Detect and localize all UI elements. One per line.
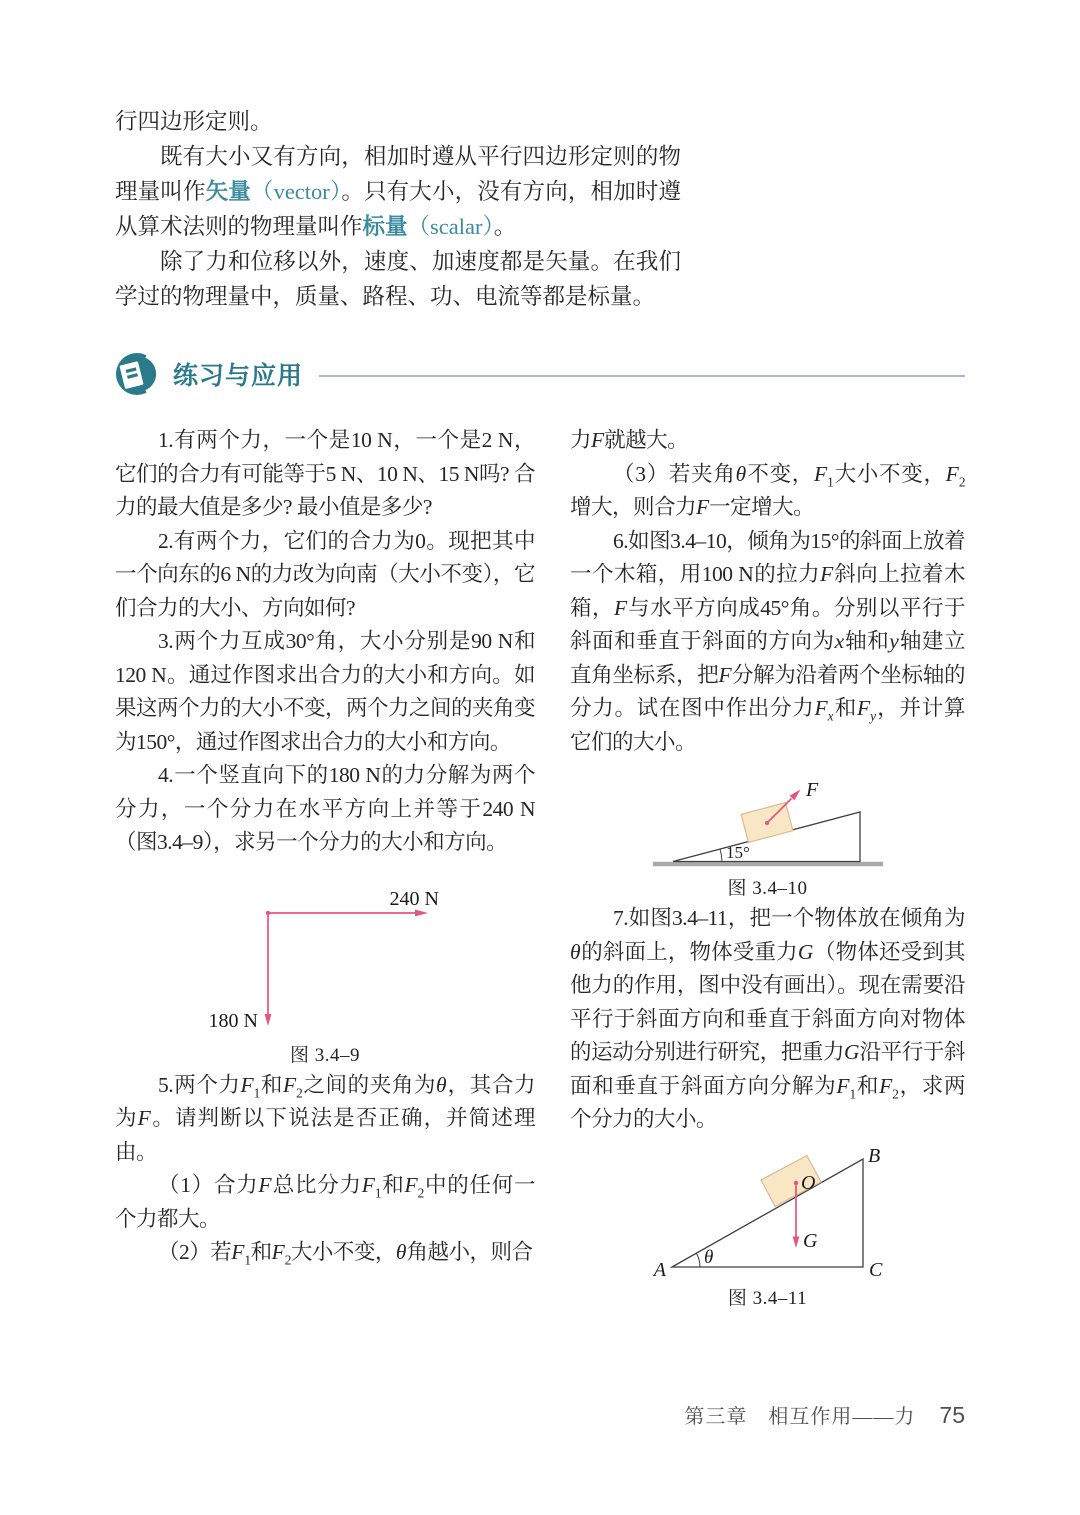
label-180n: 180 N (208, 1009, 258, 1032)
angle-arc (696, 1253, 700, 1267)
intro-continuation-line: 行四边形定则。 (115, 109, 273, 134)
label-15deg: 15° (726, 843, 750, 862)
chapter-title: 第三章 相互作用——力 (684, 1406, 916, 1428)
point-o-dot (794, 1180, 798, 1184)
figure-3-4-9-caption: 图 3.4–9 (289, 1044, 360, 1066)
intro-segment: 。只有大小，没有方向，相加时遵从算术法则的物理量叫作 (115, 179, 681, 239)
exercise-book-icon (115, 351, 163, 397)
figure-3-4-10-caption: 图 3.4–10 (727, 878, 808, 899)
figure-3-4-10-diagram (570, 775, 965, 875)
section-title: 练习与应用 (173, 362, 304, 390)
intro-text (115, 104, 681, 314)
term-vector-english: （vector） (250, 179, 342, 204)
exercise-column-right (570, 424, 965, 1312)
exercise-5-sub-1: （1）合力F总比分力$F_1$和$F_2$中的任何一个力都大。 (115, 1173, 535, 1231)
exercise-column-left (115, 424, 535, 1312)
exercise-1: 1.有两个力，一个是10 N，一个是2 N，它们的合力有可能等于5 N、10 N、15 N吗? 合力的最大值是多少? 最小值是多少? (115, 428, 535, 519)
intro-paragraph-examples: 除了力和位移以外，速度、加速度都是矢量。在我们学过的物理量中，质量、路程、功、电流等都是标量。 (115, 249, 681, 309)
exercise-3: 3.两个力互成30°角，大小分别是90 N和120 N。通过作图求出合力的大小和方向。如果这两个力的大小不变，两个力之间的夹角变为150°，通过作图求出合力的大小和方向。 (115, 629, 536, 754)
page-content (115, 104, 965, 1312)
figure-3-4-9-diagram (115, 872, 535, 1042)
vertical-arrowhead (265, 1014, 272, 1026)
label-g: G (803, 1229, 818, 1252)
exercise-columns (115, 424, 965, 1312)
figure-3-4-9 (115, 872, 535, 1069)
label-o: O (801, 1171, 816, 1194)
figure-3-4-11-caption: 图 3.4–11 (727, 1287, 808, 1309)
intro-paragraph-vector-scalar (115, 139, 681, 244)
figure-3-4-11-diagram (570, 1145, 965, 1285)
exercise-6: 6.如图3.4–10，倾角为15°的斜面上放着一个木箱，用100 N的拉力F斜向上拉着木箱，F与水平方向成45°角。分别以平行于斜面和垂直于斜面的方向为x轴和y轴建立直角坐标系，把F分解为沿着两个坐标轴的分力。试在图中作出分力$F_x$和$F_y$，并计算它们的大小。 (570, 528, 965, 754)
section-header-exercises (115, 350, 965, 398)
angle-arc (720, 849, 722, 862)
incline-triangle-abc (672, 1159, 863, 1267)
label-f: F (806, 779, 819, 801)
figure-3-4-11 (570, 1145, 965, 1312)
page-number: 75 (939, 1402, 965, 1428)
label-b: B (868, 1144, 881, 1167)
label-240n: 240 N (389, 887, 439, 910)
exercise-4: 4.一个竖直向下的180 N的力分解为两个分力，一个分力在水平方向上并等于240 N（图3.4–9），求另一个分力的大小和方向。 (115, 763, 535, 854)
intro-segment: 。 (493, 214, 517, 239)
exercise-5-sub-2: （2）若$F_1$和$F_2$大小不变，θ角越小，则合 (158, 1240, 533, 1268)
section-rule (319, 375, 965, 377)
exercise-5-sub-3: （3）若夹角θ不变，$F_1$大小不变，$F_2$增大，则合力F一定增大。 (570, 461, 965, 519)
label-theta: θ (704, 1246, 714, 1268)
exercise-7: 7.如图3.4–11，把一个物体放在倾角为θ的斜面上，物体受重力G（物体还受到其他力的作用，图中没有画出）。现在需要沿平行于斜面方向和垂直于斜面方向对物体的运动分别进行研究，把重力G沿平行于斜面和垂直于斜面方向分解为$F_1$和$F_2$，求两个分力的大小。 (570, 906, 965, 1131)
exercise-5-continuation: 力F就越大。 (570, 428, 689, 452)
page-footer (115, 1400, 965, 1429)
weight-arrowhead (793, 1236, 800, 1248)
term-vector: 矢量 (205, 179, 251, 204)
exercise-5: 5.两个力$F_1$和$F_2$之间的夹角为θ，其合力为F。请判断以下说法是否正确，并简述理由。 (115, 1072, 535, 1164)
label-c: C (869, 1258, 883, 1281)
label-a: A (653, 1258, 666, 1281)
term-scalar: 标量 (362, 214, 408, 239)
horizontal-arrowhead (415, 909, 428, 916)
exercise-2: 2.有两个力，它们的合力为0。现把其中一个向东的6 N的力改为向南（大小不变），它们合力的大小、方向如何? (115, 528, 535, 620)
intro-segment: 既有大小又有方向，相加时遵从平行四边形定则的物理量叫作 (115, 144, 681, 204)
origin-dot (266, 910, 270, 914)
figure-3-4-10 (570, 775, 965, 902)
term-scalar-english: （scalar） (407, 214, 494, 239)
